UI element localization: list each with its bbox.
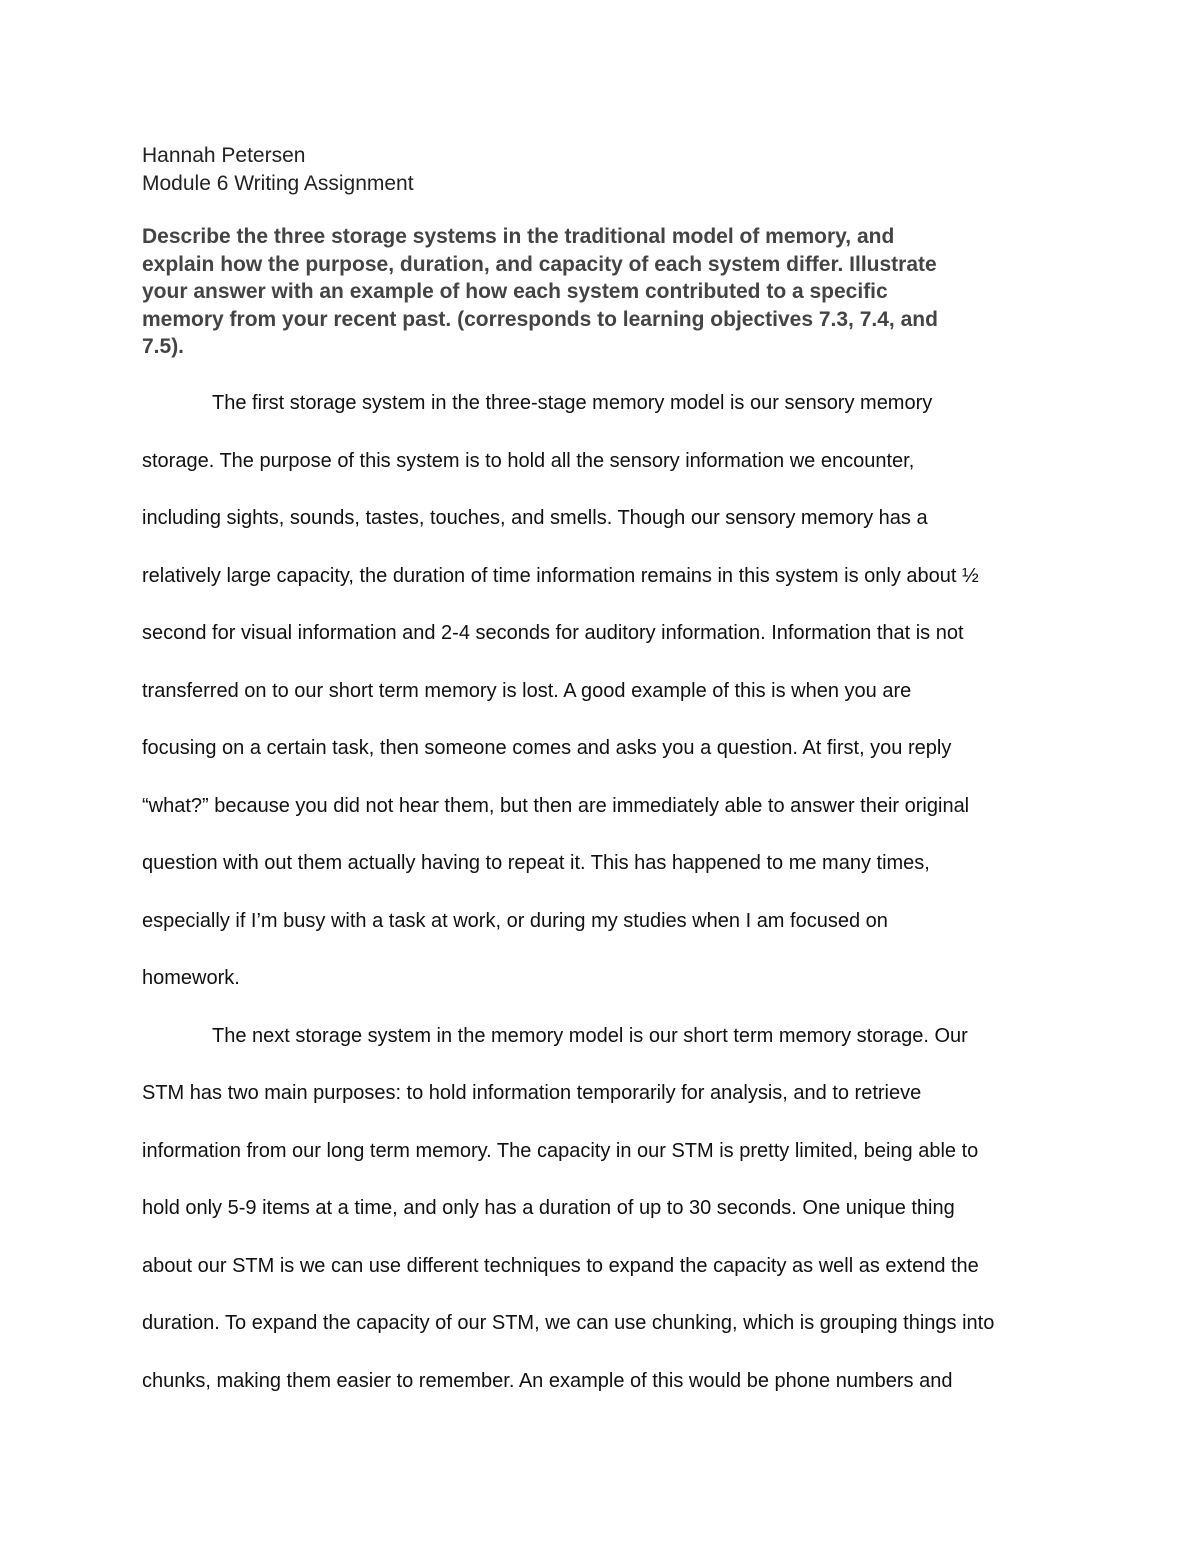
paragraph-line: STM has two main purposes: to hold information temporarily for analysis, and to retrieve [142,1082,922,1104]
paragraph-line: transferred on to our short term memory is lost. A good example of this is when you are [142,679,912,702]
paragraph-line: The first storage system in the three-stage memory model is our sensory memory [212,392,933,414]
paragraph-line: duration. To expand the capacity of our STM, we can use chunking, which is grouping things into [142,1312,995,1334]
paragraph-line: information from our long term memory. The capacity in our STM is pretty limited, being able to [142,1139,979,1162]
author-name: Hannah Petersen [142,144,306,167]
paragraph-line: homework. [142,967,240,989]
essay-body [142,385,1072,1420]
paragraph-line: about our STM is we can use different techniques to expand the capacity as well as extend the [142,1254,979,1277]
paragraph-line: chunks, making them easier to remember. An example of this would be phone numbers and [142,1369,953,1392]
paragraph-line: storage. The purpose of this system is to hold all the sensory information we encounter, [142,449,915,472]
paragraph-line: question with out them actually having to repeat it. This has happened to me many times, [142,852,930,874]
prompt-line: Describe the three storage systems in the traditional model of memory, and [142,225,895,248]
assignment-prompt [142,223,1072,361]
paragraph-line: hold only 5-9 items at a time, and only has a duration of up to 30 seconds. One unique thing [142,1197,955,1219]
paragraph-line: especially if I’m busy with a task at work, or during my studies when I am focused on [142,909,888,932]
paragraph-line: including sights, sounds, tastes, touches, and smells. Though our sensory memory has a [142,507,928,529]
prompt-line: explain how the purpose, duration, and capacity of each system differ. Illustrate [142,252,937,276]
prompt-line: 7.5). [142,335,185,359]
paragraph-line: relatively large capacity, the duration of time information remains in this system is only about ½ [142,564,979,587]
prompt-line: memory from your recent past. (corresponds to learning objectives 7.3, 7.4, and [142,307,938,331]
document-header [142,142,1072,197]
paragraph-line: second for visual information and 2-4 seconds for auditory information. Information that is not [142,622,964,644]
paragraph-line: The next storage system in the memory model is our short term memory storage. Our [212,1024,968,1047]
prompt-line: your answer with an example of how each system contributed to a specific [142,280,888,304]
assignment-title: Module 6 Writing Assignment [142,171,414,195]
paragraph-line: “what?” because you did not hear them, but then are immediately able to answer their original [142,794,970,817]
paragraph-line: focusing on a certain task, then someone comes and asks you a question. At first, you reply [142,737,952,759]
